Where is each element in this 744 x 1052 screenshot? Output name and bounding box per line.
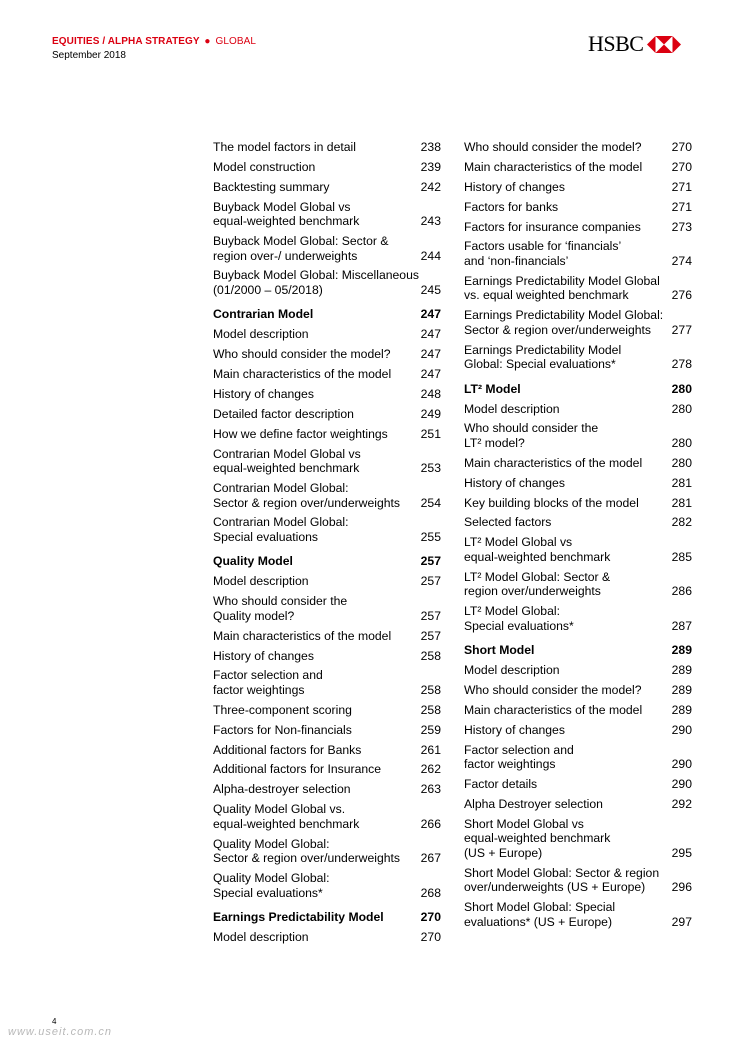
toc-entry[interactable] xyxy=(213,160,441,175)
toc-entry-title: LT² Model Global: Sector & region over/underweights xyxy=(464,569,611,599)
toc-entry-title: Earnings Predictability Model Global: Sector & region over/underweights xyxy=(464,308,664,337)
hsbc-logo xyxy=(588,33,681,55)
page-header xyxy=(52,35,256,63)
toc-entry[interactable] xyxy=(464,663,692,678)
toc-entry-page: 263 xyxy=(420,782,441,797)
toc-entry[interactable] xyxy=(213,447,441,476)
toc-entry-title: Main characteristics of the model xyxy=(213,367,392,382)
toc-entry[interactable] xyxy=(213,703,441,718)
toc-entry-page: 290 xyxy=(671,757,692,772)
toc-entry-page: 270 xyxy=(420,929,441,944)
toc-entry-page: 248 xyxy=(420,387,441,402)
toc-entry[interactable] xyxy=(213,762,441,777)
toc-entry[interactable] xyxy=(213,268,441,297)
toc-entry-page: 290 xyxy=(671,776,692,791)
toc-entry-title: Alpha-destroyer selection xyxy=(213,782,351,797)
toc-entry-page: 258 xyxy=(420,648,441,663)
toc-entry-title: Alpha Destroyer selection xyxy=(464,796,603,811)
toc-section-heading[interactable] xyxy=(213,307,441,322)
toc-entry-title: Quality Model Global: Sector & region over/underweights xyxy=(213,836,400,866)
toc-entry-page: 270 xyxy=(671,159,692,174)
toc-entry[interactable] xyxy=(464,274,692,303)
toc-entry-title: History of changes xyxy=(464,475,565,490)
toc-entry-title: Earnings Predictability Model Global: Special evaluations* xyxy=(464,342,622,372)
toc-entry-page: 292 xyxy=(671,796,692,811)
toc-entry-title: Contrarian Model Global: Sector & region over/underweights xyxy=(213,481,400,510)
toc-entry-page: 247 xyxy=(420,307,441,322)
toc-entry[interactable] xyxy=(464,777,692,792)
toc-entry-page: 262 xyxy=(420,762,441,777)
toc-entry-page: 273 xyxy=(671,219,692,234)
toc-entry[interactable] xyxy=(213,347,441,362)
bullet-separator: ● xyxy=(204,36,211,47)
toc-entry[interactable] xyxy=(213,574,441,589)
toc-entry-page: 282 xyxy=(671,515,692,530)
toc-entry-page: 268 xyxy=(420,885,441,900)
toc-entry-title: Model description xyxy=(464,401,560,416)
toc-entry-page: 238 xyxy=(420,140,441,154)
toc-entry-title: How we define factor weightings xyxy=(213,426,388,441)
toc-entry-title: Factors for insurance companies xyxy=(464,219,641,234)
toc-entry-title: Model description xyxy=(213,929,309,944)
toc-entry-page: 266 xyxy=(420,816,441,831)
toc-entry[interactable] xyxy=(464,402,692,417)
toc-entry[interactable] xyxy=(464,140,692,155)
toc-entry[interactable] xyxy=(213,234,441,263)
toc-entry-page: 243 xyxy=(420,214,441,229)
toc-entry-title: Factors for Non-financials xyxy=(213,722,352,737)
toc-entry-title: Factors for banks xyxy=(464,199,559,214)
toc-section-heading[interactable] xyxy=(464,643,692,658)
toc-entry-page: 261 xyxy=(420,742,441,757)
toc-entry-page: 242 xyxy=(420,179,441,194)
toc-entry-title: Who should consider the LT² model? xyxy=(464,421,599,450)
toc-section-heading[interactable] xyxy=(464,382,692,397)
toc-entry-page: 280 xyxy=(671,455,692,470)
toc-entry-page: 254 xyxy=(420,495,441,510)
toc-entry[interactable] xyxy=(464,239,692,268)
toc-entry[interactable] xyxy=(213,327,441,342)
toc-entry-title: Buyback Model Global vs equal-weighted benchmark xyxy=(213,199,360,229)
toc-entry-page: 257 xyxy=(420,608,441,623)
toc-entry-page: 247 xyxy=(420,367,441,382)
toc-entry-page: 289 xyxy=(671,663,692,678)
toc-entry[interactable] xyxy=(464,180,692,195)
toc-entry[interactable] xyxy=(464,797,692,812)
toc-entry-title: Contrarian Model Global: Special evaluations xyxy=(213,515,349,544)
toc-entry-title: Buyback Model Global: Miscellaneous (01/2000 – 05/2018) xyxy=(213,268,419,297)
toc-entry[interactable] xyxy=(464,515,692,530)
toc-entry-page: 257 xyxy=(420,628,441,643)
toc-entry-page: 274 xyxy=(671,253,692,268)
toc-entry[interactable] xyxy=(464,421,692,450)
toc-entry-title: LT² Model Global: Special evaluations* xyxy=(464,604,574,633)
toc-entry[interactable] xyxy=(464,683,692,698)
toc-entry-page: 290 xyxy=(671,722,692,737)
toc-entry-page: 251 xyxy=(420,426,441,441)
toc-entry-title: LT² Model xyxy=(464,381,521,396)
toc-entry-title: Main characteristics of the model xyxy=(213,628,392,643)
toc-entry-title: Who should consider the model? xyxy=(464,682,642,697)
toc-entry[interactable] xyxy=(464,817,692,861)
toc-entry[interactable] xyxy=(213,668,441,697)
toc-entry[interactable] xyxy=(213,367,441,382)
toc-entry[interactable] xyxy=(464,703,692,718)
toc-entry-page: 277 xyxy=(671,322,692,337)
toc-entry-title: LT² Model Global vs equal-weighted benchmark xyxy=(464,535,611,564)
toc-entry-title: Factors usable for ‘financials’ and ‘non-financials’ xyxy=(464,239,622,268)
toc-entry-page: 267 xyxy=(420,851,441,866)
toc-entry[interactable] xyxy=(464,220,692,235)
toc-entry-title: Quality Model Global: Special evaluations* xyxy=(213,871,330,900)
toc-entry-title: Who should consider the Quality model? xyxy=(213,594,348,623)
toc-entry[interactable] xyxy=(213,743,441,758)
toc-entry-title: History of changes xyxy=(213,648,314,663)
logo-wordmark: HSBC xyxy=(588,31,644,56)
hexagon-logo-icon xyxy=(647,36,681,53)
toc-entry-title: Key building blocks of the model xyxy=(464,495,639,510)
toc-entry-title: History of changes xyxy=(464,179,565,194)
toc-entry-page: 286 xyxy=(671,584,692,599)
toc-entry-title: Main characteristics of the model xyxy=(464,702,643,717)
toc-entry-title: Factor selection and factor weightings xyxy=(213,668,323,697)
toc-entry-page: 276 xyxy=(671,288,692,303)
toc-entry-page: 297 xyxy=(671,914,692,929)
toc-entry-title: Factor selection and factor weightings xyxy=(464,742,574,772)
toc-entry-page: 280 xyxy=(671,435,692,450)
section-label: EQUITIES / ALPHA STRATEGY xyxy=(52,36,200,47)
toc-entry-page: 289 xyxy=(671,643,692,658)
toc-entry-page: 285 xyxy=(671,549,692,564)
toc-entry-title: History of changes xyxy=(213,387,314,402)
toc-entry-page: 257 xyxy=(420,574,441,589)
toc-entry-page: 253 xyxy=(420,461,441,476)
toc-entry-title: Model construction xyxy=(213,159,316,174)
toc-entry-title: Detailed factor description xyxy=(213,406,354,421)
toc-entry[interactable] xyxy=(213,723,441,738)
watermark: www.useit.com.cn xyxy=(8,1026,113,1038)
toc-entry[interactable] xyxy=(213,871,441,900)
toc-entry-title: Backtesting summary xyxy=(213,179,330,194)
toc-left-column xyxy=(213,140,441,950)
toc-entry[interactable] xyxy=(464,160,692,175)
toc-entry[interactable] xyxy=(213,180,441,195)
toc-entry-title: Quality Model Global vs. equal-weighted benchmark xyxy=(213,802,360,831)
toc-entry-title: Additional factors for Banks xyxy=(213,742,362,757)
toc-entry-page: 280 xyxy=(671,381,692,396)
toc-entry-title: Contrarian Model xyxy=(213,307,314,322)
toc-entry[interactable] xyxy=(464,343,692,372)
toc-entry-title: History of changes xyxy=(464,722,565,737)
toc-entry[interactable] xyxy=(213,649,441,664)
toc-entry-page: 258 xyxy=(420,682,441,697)
toc-entry-title: Three-component scoring xyxy=(213,702,352,717)
toc-entry-page: 270 xyxy=(420,910,441,925)
toc-entry[interactable] xyxy=(464,604,692,633)
toc-entry[interactable] xyxy=(464,456,692,471)
toc-entry[interactable] xyxy=(464,200,692,215)
toc-section-heading[interactable] xyxy=(213,910,441,925)
toc-entry-page: 281 xyxy=(671,475,692,490)
page-number: 4 xyxy=(52,1017,57,1026)
toc-entry-title: Buyback Model Global: Sector & region over-/ underweights xyxy=(213,234,389,263)
toc-entry-title: Short Model xyxy=(464,643,535,658)
toc-entry-page: 278 xyxy=(671,357,692,372)
toc-entry[interactable] xyxy=(213,837,441,866)
toc-entry[interactable] xyxy=(213,481,441,510)
toc-entry-title: Quality Model xyxy=(213,554,293,569)
toc-entry-page: 270 xyxy=(671,140,692,154)
toc-entry[interactable] xyxy=(213,594,441,623)
toc-entry-page: 239 xyxy=(420,159,441,174)
toc-entry[interactable] xyxy=(213,140,441,155)
toc-entry[interactable] xyxy=(213,407,441,422)
toc-entry-page: 271 xyxy=(671,199,692,214)
toc-entry-page: 255 xyxy=(420,529,441,544)
toc-entry-page: 247 xyxy=(420,327,441,342)
toc-entry[interactable] xyxy=(213,802,441,831)
toc-entry-title: Model description xyxy=(213,327,309,342)
toc-entry-title: Main characteristics of the model xyxy=(464,455,643,470)
toc-entry-page: 245 xyxy=(420,282,441,297)
toc-entry-title: Model description xyxy=(464,663,560,678)
toc-section-heading[interactable] xyxy=(213,554,441,569)
region-label: GLOBAL xyxy=(215,36,257,47)
toc-entry[interactable] xyxy=(464,723,692,738)
toc-entry[interactable] xyxy=(213,629,441,644)
toc-entry[interactable] xyxy=(213,427,441,442)
toc-entry[interactable] xyxy=(464,900,692,929)
toc-entry-page: 257 xyxy=(420,554,441,569)
report-section-title xyxy=(52,35,256,49)
toc-entry[interactable] xyxy=(213,782,441,797)
toc-entry-title: Additional factors for Insurance xyxy=(213,762,382,777)
toc-entry-page: 289 xyxy=(671,682,692,697)
toc-entry[interactable] xyxy=(464,535,692,564)
toc-entry-page: 289 xyxy=(671,702,692,717)
toc-entry-title: Contrarian Model Global vs equal-weighted benchmark xyxy=(213,446,361,476)
toc-entry[interactable] xyxy=(464,496,692,511)
toc-entry-title: Who should consider the model? xyxy=(213,347,391,362)
toc-entry-page: 249 xyxy=(420,406,441,421)
toc-entry[interactable] xyxy=(213,930,441,945)
toc-right-column xyxy=(464,140,692,934)
toc-entry-title: Who should consider the model? xyxy=(464,140,642,154)
toc-entry-title: Earnings Predictability Model Global vs. equal weighted benchmark xyxy=(464,273,660,303)
toc-entry-page: 271 xyxy=(671,179,692,194)
toc-entry-page: 259 xyxy=(420,722,441,737)
toc-entry-page: 295 xyxy=(671,845,692,860)
toc-entry-page: 281 xyxy=(671,495,692,510)
toc-entry-page: 244 xyxy=(420,248,441,263)
toc-entry-page: 258 xyxy=(420,702,441,717)
toc-entry-title: Earnings Predictability Model xyxy=(213,910,384,925)
toc-entry-title: Short Model Global: Special evaluations* (US + Europe) xyxy=(464,900,616,929)
toc-entry-title: Short Model Global: Sector & region over/underweights (US + Europe) xyxy=(464,865,660,895)
toc-entry-page: 280 xyxy=(671,401,692,416)
toc-entry-title: Short Model Global vs equal-weighted benchmark (US + Europe) xyxy=(464,816,611,860)
toc-entry[interactable] xyxy=(464,308,692,337)
toc-entry[interactable] xyxy=(464,476,692,491)
toc-entry-title: Model description xyxy=(213,574,309,589)
toc-entry-title: Main characteristics of the model xyxy=(464,159,643,174)
toc-entry-page: 287 xyxy=(671,618,692,633)
report-date: September 2018 xyxy=(52,50,126,61)
toc-entry-title: Factor details xyxy=(464,776,538,791)
toc-entry-page: 296 xyxy=(671,880,692,895)
toc-entry[interactable] xyxy=(213,200,441,229)
toc-entry[interactable] xyxy=(464,743,692,772)
toc-entry[interactable] xyxy=(464,866,692,895)
toc-entry[interactable] xyxy=(213,515,441,544)
toc-entry-title: Selected factors xyxy=(464,515,552,530)
toc-entry[interactable] xyxy=(213,387,441,402)
toc-entry-page: 247 xyxy=(420,347,441,362)
toc-entry[interactable] xyxy=(464,570,692,599)
toc-entry-title: The model factors in detail xyxy=(213,140,356,154)
